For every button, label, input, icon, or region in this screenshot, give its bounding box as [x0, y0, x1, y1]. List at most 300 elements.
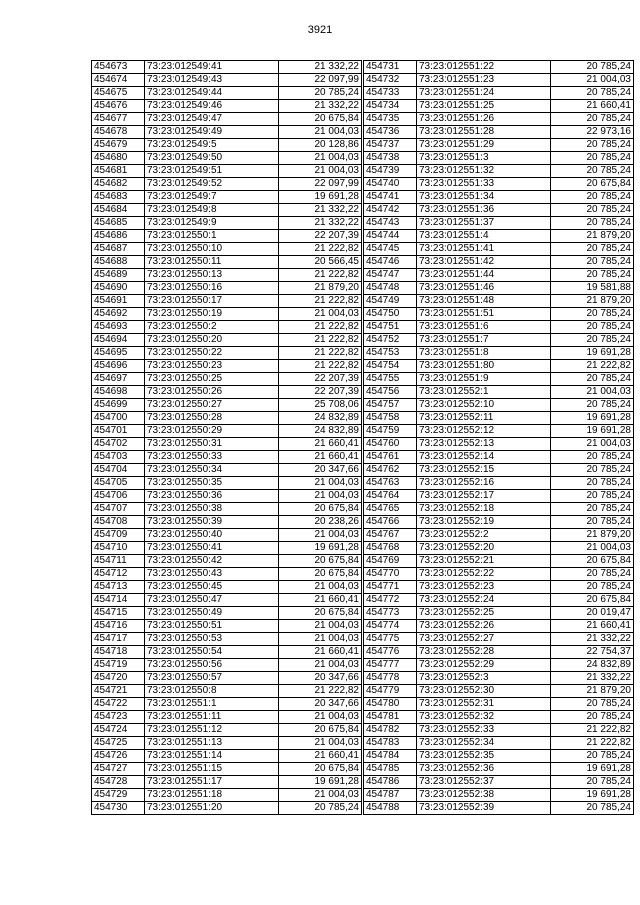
- row-number-cell: 454712: [92, 568, 145, 581]
- value-cell: 21 004,03: [551, 438, 634, 451]
- value-cell: 20 785,24: [551, 451, 634, 464]
- cadastral-number-cell: 73:23:012551:34: [417, 191, 551, 204]
- row-number-cell: 454693: [92, 321, 145, 334]
- value-cell: 21 004,03: [279, 477, 362, 490]
- table-row: [92, 321, 362, 334]
- cadastral-number-cell: 73:23:012552:15: [417, 464, 551, 477]
- row-number-cell: 454756: [364, 386, 417, 399]
- value-cell: 21 332,22: [279, 100, 362, 113]
- value-cell: 21 660,41: [551, 100, 634, 113]
- value-cell: 21 332,22: [551, 672, 634, 685]
- right-table-body: [364, 61, 634, 815]
- row-number-cell: 454771: [364, 581, 417, 594]
- table-row: [364, 373, 634, 386]
- table-row: [92, 61, 362, 74]
- row-number-cell: 454675: [92, 87, 145, 100]
- cadastral-number-cell: 73:23:012549:7: [145, 191, 279, 204]
- value-cell: 19 691,28: [279, 776, 362, 789]
- cadastral-number-cell: 73:23:012550:20: [145, 334, 279, 347]
- table-row: [364, 386, 634, 399]
- row-number-cell: 454688: [92, 256, 145, 269]
- table-row: [92, 191, 362, 204]
- value-cell: 20 785,24: [551, 503, 634, 516]
- value-cell: 20 347,66: [279, 698, 362, 711]
- value-cell: 20 675,84: [279, 555, 362, 568]
- row-number-cell: 454758: [364, 412, 417, 425]
- cadastral-number-cell: 73:23:012552:20: [417, 542, 551, 555]
- cadastral-number-cell: 73:23:012551:51: [417, 308, 551, 321]
- row-number-cell: 454716: [92, 620, 145, 633]
- table-row: [92, 503, 362, 516]
- row-number-cell: 454732: [364, 74, 417, 87]
- row-number-cell: 454680: [92, 152, 145, 165]
- cadastral-number-cell: 73:23:012550:51: [145, 620, 279, 633]
- cadastral-number-cell: 73:23:012552:10: [417, 399, 551, 412]
- row-number-cell: 454740: [364, 178, 417, 191]
- table-row: [92, 399, 362, 412]
- row-number-cell: 454780: [364, 698, 417, 711]
- value-cell: 24 832,89: [279, 412, 362, 425]
- row-number-cell: 454726: [92, 750, 145, 763]
- cadastral-number-cell: 73:23:012550:34: [145, 464, 279, 477]
- row-number-cell: 454753: [364, 347, 417, 360]
- table-row: [364, 399, 634, 412]
- row-number-cell: 454697: [92, 373, 145, 386]
- cadastral-number-cell: 73:23:012552:17: [417, 490, 551, 503]
- cadastral-number-cell: 73:23:012552:37: [417, 776, 551, 789]
- value-cell: 20 785,24: [279, 87, 362, 100]
- value-cell: 20 785,24: [551, 490, 634, 503]
- row-number-cell: 454686: [92, 230, 145, 243]
- table-row: [92, 425, 362, 438]
- cadastral-number-cell: 73:23:012549:43: [145, 74, 279, 87]
- table-row: [364, 672, 634, 685]
- row-number-cell: 454751: [364, 321, 417, 334]
- cadastral-number-cell: 73:23:012551:28: [417, 126, 551, 139]
- cadastral-number-cell: 73:23:012549:47: [145, 113, 279, 126]
- table-row: [92, 737, 362, 750]
- value-cell: 20 785,24: [551, 711, 634, 724]
- cadastral-number-cell: 73:23:012550:25: [145, 373, 279, 386]
- cadastral-number-cell: 73:23:012552:26: [417, 620, 551, 633]
- value-cell: 22 097,99: [279, 178, 362, 191]
- table-row: [364, 61, 634, 74]
- value-cell: 21 222,82: [279, 295, 362, 308]
- cadastral-number-cell: 73:23:012550:1: [145, 230, 279, 243]
- cadastral-number-cell: 73:23:012551:22: [417, 61, 551, 74]
- value-cell: 21 222,82: [279, 360, 362, 373]
- table-row: [92, 334, 362, 347]
- value-cell: 20 785,24: [551, 152, 634, 165]
- row-number-cell: 454764: [364, 490, 417, 503]
- row-number-cell: 454692: [92, 308, 145, 321]
- cadastral-number-cell: 73:23:012552:23: [417, 581, 551, 594]
- value-cell: 21 660,41: [279, 594, 362, 607]
- cadastral-number-cell: 73:23:012552:12: [417, 425, 551, 438]
- cadastral-number-cell: 73:23:012551:36: [417, 204, 551, 217]
- table-row: [92, 373, 362, 386]
- row-number-cell: 454741: [364, 191, 417, 204]
- value-cell: 25 708,06: [279, 399, 362, 412]
- table-row: [92, 789, 362, 802]
- row-number-cell: 454749: [364, 295, 417, 308]
- row-number-cell: 454715: [92, 607, 145, 620]
- table-row: [92, 750, 362, 763]
- cadastral-number-cell: 73:23:012552:27: [417, 633, 551, 646]
- value-cell: 21 332,22: [551, 633, 634, 646]
- cadastral-number-cell: 73:23:012549:8: [145, 204, 279, 217]
- value-cell: 21 222,82: [279, 685, 362, 698]
- cadastral-number-cell: 73:23:012550:31: [145, 438, 279, 451]
- table-row: [364, 659, 634, 672]
- row-number-cell: 454694: [92, 334, 145, 347]
- row-number-cell: 454725: [92, 737, 145, 750]
- table-row: [364, 646, 634, 659]
- cadastral-number-cell: 73:23:012551:29: [417, 139, 551, 152]
- value-cell: 21 222,82: [279, 243, 362, 256]
- value-cell: 20 785,24: [551, 698, 634, 711]
- value-cell: 19 691,28: [551, 789, 634, 802]
- row-number-cell: 454770: [364, 568, 417, 581]
- value-cell: 20 785,24: [551, 217, 634, 230]
- value-cell: 20 785,24: [551, 308, 634, 321]
- row-number-cell: 454738: [364, 152, 417, 165]
- cadastral-number-cell: 73:23:012550:35: [145, 477, 279, 490]
- table-row: [92, 152, 362, 165]
- value-cell: 19 691,28: [551, 412, 634, 425]
- table-row: [92, 360, 362, 373]
- value-cell: 21 004,03: [279, 737, 362, 750]
- table-row: [364, 490, 634, 503]
- row-number-cell: 454701: [92, 425, 145, 438]
- value-cell: 21 004,03: [279, 152, 362, 165]
- row-number-cell: 454700: [92, 412, 145, 425]
- table-row: [364, 256, 634, 269]
- row-number-cell: 454785: [364, 763, 417, 776]
- cadastral-number-cell: 73:23:012552:31: [417, 698, 551, 711]
- cadastral-number-cell: 73:23:012550:19: [145, 308, 279, 321]
- cadastral-number-cell: 73:23:012550:38: [145, 503, 279, 516]
- cadastral-number-cell: 73:23:012550:23: [145, 360, 279, 373]
- row-number-cell: 454765: [364, 503, 417, 516]
- table-row: [364, 243, 634, 256]
- value-cell: 21 879,20: [551, 685, 634, 698]
- row-number-cell: 454730: [92, 802, 145, 815]
- cadastral-number-cell: 73:23:012551:41: [417, 243, 551, 256]
- cadastral-number-cell: 73:23:012550:13: [145, 269, 279, 282]
- row-number-cell: 454788: [364, 802, 417, 815]
- row-number-cell: 454704: [92, 464, 145, 477]
- table-row: [92, 308, 362, 321]
- cadastral-number-cell: 73:23:012549:5: [145, 139, 279, 152]
- cadastral-number-cell: 73:23:012551:42: [417, 256, 551, 269]
- row-number-cell: 454718: [92, 646, 145, 659]
- value-cell: 20 675,84: [551, 594, 634, 607]
- value-cell: 22 097,99: [279, 74, 362, 87]
- cadastral-number-cell: 73:23:012550:42: [145, 555, 279, 568]
- value-cell: 19 691,28: [279, 542, 362, 555]
- row-number-cell: 454727: [92, 763, 145, 776]
- row-number-cell: 454745: [364, 243, 417, 256]
- value-cell: 24 832,89: [551, 659, 634, 672]
- value-cell: 21 879,20: [551, 230, 634, 243]
- row-number-cell: 454778: [364, 672, 417, 685]
- value-cell: 21 004,03: [279, 659, 362, 672]
- cadastral-number-cell: 73:23:012551:18: [145, 789, 279, 802]
- table-row: [364, 191, 634, 204]
- value-cell: 21 004,03: [279, 490, 362, 503]
- table-row: [92, 581, 362, 594]
- table-row: [92, 620, 362, 633]
- value-cell: 20 785,24: [551, 399, 634, 412]
- cadastral-number-cell: 73:23:012549:41: [145, 61, 279, 74]
- row-number-cell: 454734: [364, 100, 417, 113]
- table-row: [364, 113, 634, 126]
- row-number-cell: 454757: [364, 399, 417, 412]
- value-cell: 21 660,41: [279, 451, 362, 464]
- cadastral-number-cell: 73:23:012552:22: [417, 568, 551, 581]
- table-row: [364, 334, 634, 347]
- row-number-cell: 454784: [364, 750, 417, 763]
- cadastral-number-cell: 73:23:012551:7: [417, 334, 551, 347]
- cadastral-number-cell: 73:23:012552:11: [417, 412, 551, 425]
- value-cell: 21 879,20: [551, 529, 634, 542]
- row-number-cell: 454774: [364, 620, 417, 633]
- value-cell: 22 207,39: [279, 373, 362, 386]
- cadastral-number-cell: 73:23:012549:51: [145, 165, 279, 178]
- value-cell: 20 785,24: [551, 204, 634, 217]
- row-number-cell: 454690: [92, 282, 145, 295]
- row-number-cell: 454708: [92, 516, 145, 529]
- cadastral-number-cell: 73:23:012550:43: [145, 568, 279, 581]
- value-cell: 21 660,41: [279, 646, 362, 659]
- cadastral-number-cell: 73:23:012550:54: [145, 646, 279, 659]
- table-row: [92, 113, 362, 126]
- cadastral-number-cell: 73:23:012550:33: [145, 451, 279, 464]
- cadastral-number-cell: 73:23:012552:25: [417, 607, 551, 620]
- table-row: [364, 347, 634, 360]
- table-row: [92, 386, 362, 399]
- table-row: [364, 503, 634, 516]
- table-row: [364, 620, 634, 633]
- cadastral-number-cell: 73:23:012551:13: [145, 737, 279, 750]
- row-number-cell: 454762: [364, 464, 417, 477]
- table-row: [364, 438, 634, 451]
- cadastral-number-cell: 73:23:012550:36: [145, 490, 279, 503]
- right-table: [363, 60, 634, 815]
- cadastral-number-cell: 73:23:012551:4: [417, 230, 551, 243]
- table-row: [364, 789, 634, 802]
- table-row: [92, 87, 362, 100]
- cadastral-number-cell: 73:23:012551:24: [417, 87, 551, 100]
- table-row: [92, 646, 362, 659]
- cadastral-number-cell: 73:23:012552:32: [417, 711, 551, 724]
- table-row: [364, 425, 634, 438]
- table-row: [92, 529, 362, 542]
- cadastral-number-cell: 73:23:012551:3: [417, 152, 551, 165]
- value-cell: 21 222,82: [279, 334, 362, 347]
- value-cell: 21 660,41: [279, 750, 362, 763]
- value-cell: 20 785,24: [551, 113, 634, 126]
- row-number-cell: 454678: [92, 126, 145, 139]
- row-number-cell: 454710: [92, 542, 145, 555]
- row-number-cell: 454777: [364, 659, 417, 672]
- row-number-cell: 454759: [364, 425, 417, 438]
- table-row: [92, 685, 362, 698]
- left-table: [91, 60, 362, 815]
- cadastral-number-cell: 73:23:012550:26: [145, 386, 279, 399]
- row-number-cell: 454714: [92, 594, 145, 607]
- cadastral-number-cell: 73:23:012549:46: [145, 100, 279, 113]
- table-row: [364, 737, 634, 750]
- value-cell: 19 691,28: [551, 347, 634, 360]
- row-number-cell: 454746: [364, 256, 417, 269]
- value-cell: 20 785,24: [551, 61, 634, 74]
- value-cell: 20 019,47: [551, 607, 634, 620]
- row-number-cell: 454787: [364, 789, 417, 802]
- cadastral-number-cell: 73:23:012550:27: [145, 399, 279, 412]
- row-number-cell: 454763: [364, 477, 417, 490]
- cadastral-number-cell: 73:23:012552:30: [417, 685, 551, 698]
- row-number-cell: 454766: [364, 516, 417, 529]
- table-row: [92, 711, 362, 724]
- cadastral-number-cell: 73:23:012549:49: [145, 126, 279, 139]
- row-number-cell: 454781: [364, 711, 417, 724]
- value-cell: 21 660,41: [551, 620, 634, 633]
- value-cell: 21 004,03: [279, 789, 362, 802]
- value-cell: 21 222,82: [279, 269, 362, 282]
- table-row: [364, 711, 634, 724]
- table-row: [364, 74, 634, 87]
- table-row: [364, 685, 634, 698]
- row-number-cell: 454750: [364, 308, 417, 321]
- cadastral-number-cell: 73:23:012550:28: [145, 412, 279, 425]
- value-cell: 20 675,84: [279, 113, 362, 126]
- row-number-cell: 454698: [92, 386, 145, 399]
- cadastral-number-cell: 73:23:012551:15: [145, 763, 279, 776]
- cadastral-number-cell: 73:23:012552:14: [417, 451, 551, 464]
- value-cell: 19 691,28: [551, 763, 634, 776]
- cadastral-number-cell: 73:23:012550:2: [145, 321, 279, 334]
- table-row: [364, 100, 634, 113]
- table-row: [364, 360, 634, 373]
- value-cell: 21 660,41: [279, 438, 362, 451]
- table-row: [92, 594, 362, 607]
- value-cell: 20 785,24: [551, 802, 634, 815]
- cadastral-number-cell: 73:23:012551:17: [145, 776, 279, 789]
- table-row: [92, 633, 362, 646]
- row-number-cell: 454703: [92, 451, 145, 464]
- table-row: [92, 464, 362, 477]
- cadastral-number-cell: 73:23:012551:80: [417, 360, 551, 373]
- cadastral-number-cell: 73:23:012550:56: [145, 659, 279, 672]
- table-row: [364, 633, 634, 646]
- table-row: [92, 477, 362, 490]
- table-row: [364, 269, 634, 282]
- table-row: [364, 529, 634, 542]
- table-row: [364, 308, 634, 321]
- value-cell: 21 222,82: [551, 360, 634, 373]
- table-row: [364, 451, 634, 464]
- table-row: [92, 74, 362, 87]
- table-row: [364, 230, 634, 243]
- value-cell: 20 785,24: [551, 269, 634, 282]
- value-cell: 20 785,24: [551, 191, 634, 204]
- row-number-cell: 454767: [364, 529, 417, 542]
- row-number-cell: 454719: [92, 659, 145, 672]
- table-row: [364, 178, 634, 191]
- cadastral-number-cell: 73:23:012551:33: [417, 178, 551, 191]
- row-number-cell: 454689: [92, 269, 145, 282]
- table-row: [92, 659, 362, 672]
- table-row: [364, 555, 634, 568]
- row-number-cell: 454752: [364, 334, 417, 347]
- page-number: 3921: [307, 24, 333, 36]
- table-row: [364, 698, 634, 711]
- row-number-cell: 454739: [364, 165, 417, 178]
- cadastral-number-cell: 73:23:012552:34: [417, 737, 551, 750]
- table-row: [364, 295, 634, 308]
- value-cell: 20 785,24: [551, 464, 634, 477]
- table-row: [364, 139, 634, 152]
- table-row: [364, 750, 634, 763]
- row-number-cell: 454713: [92, 581, 145, 594]
- table-row: [92, 126, 362, 139]
- row-number-cell: 454736: [364, 126, 417, 139]
- row-number-cell: 454677: [92, 113, 145, 126]
- table-row: [364, 724, 634, 737]
- cadastral-number-cell: 73:23:012550:16: [145, 282, 279, 295]
- cadastral-number-cell: 73:23:012552:2: [417, 529, 551, 542]
- value-cell: 21 879,20: [279, 282, 362, 295]
- table-row: [364, 776, 634, 789]
- row-number-cell: 454685: [92, 217, 145, 230]
- row-number-cell: 454683: [92, 191, 145, 204]
- row-number-cell: 454783: [364, 737, 417, 750]
- row-number-cell: 454709: [92, 529, 145, 542]
- value-cell: 20 785,24: [551, 334, 634, 347]
- cadastral-number-cell: 73:23:012550:53: [145, 633, 279, 646]
- value-cell: 21 004,03: [279, 633, 362, 646]
- row-number-cell: 454728: [92, 776, 145, 789]
- table-row: [92, 555, 362, 568]
- table-row: [92, 100, 362, 113]
- table-row: [92, 542, 362, 555]
- row-number-cell: 454747: [364, 269, 417, 282]
- cadastral-number-cell: 73:23:012552:1: [417, 386, 551, 399]
- value-cell: 20 785,24: [551, 568, 634, 581]
- table-row: [92, 776, 362, 789]
- cadastral-number-cell: 73:23:012550:39: [145, 516, 279, 529]
- cadastral-number-cell: 73:23:012552:33: [417, 724, 551, 737]
- value-cell: 20 785,24: [551, 750, 634, 763]
- row-number-cell: 454706: [92, 490, 145, 503]
- value-cell: 20 785,24: [551, 477, 634, 490]
- row-number-cell: 454769: [364, 555, 417, 568]
- cadastral-number-cell: 73:23:012550:29: [145, 425, 279, 438]
- row-number-cell: 454786: [364, 776, 417, 789]
- row-number-cell: 454754: [364, 360, 417, 373]
- cadastral-number-cell: 73:23:012551:48: [417, 295, 551, 308]
- cadastral-number-cell: 73:23:012550:11: [145, 256, 279, 269]
- cadastral-number-cell: 73:23:012550:40: [145, 529, 279, 542]
- row-number-cell: 454720: [92, 672, 145, 685]
- value-cell: 20 566,45: [279, 256, 362, 269]
- cadastral-number-cell: 73:23:012552:24: [417, 594, 551, 607]
- value-cell: 21 004,03: [279, 581, 362, 594]
- value-cell: 20 785,24: [551, 243, 634, 256]
- value-cell: 20 675,84: [279, 607, 362, 620]
